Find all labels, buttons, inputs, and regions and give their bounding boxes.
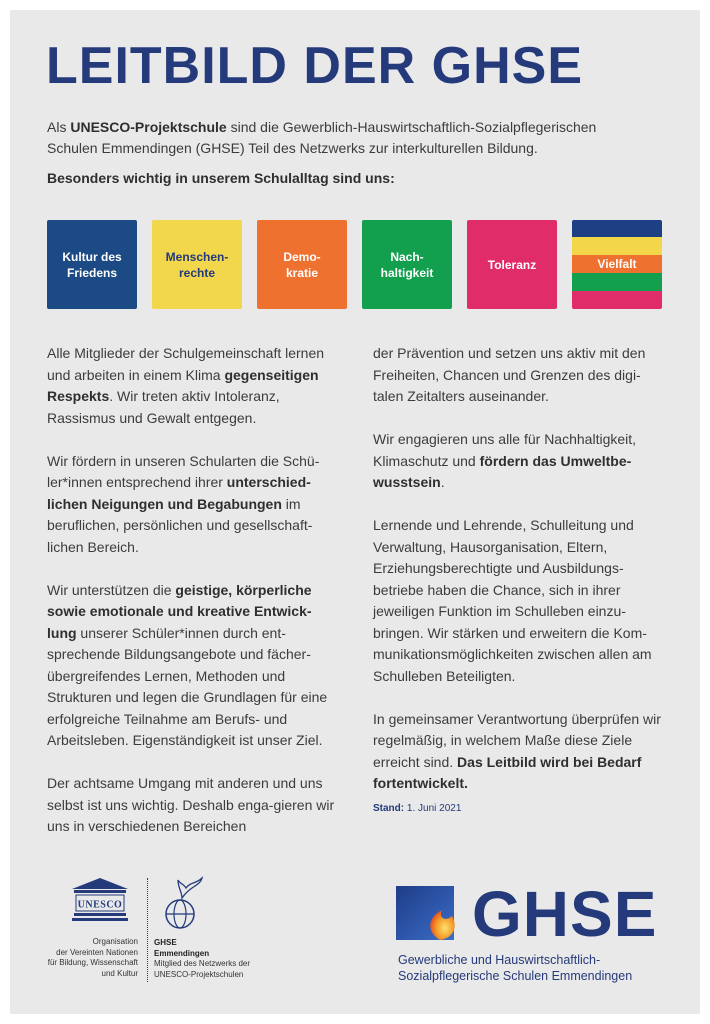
left-column — [47, 343, 337, 859]
right-column — [373, 343, 668, 820]
right-paragraph-2 — [373, 429, 668, 494]
date-stamp — [373, 798, 668, 820]
value-tile-vielfalt — [572, 220, 662, 309]
stand-date: 1. Juni 2021 — [404, 803, 462, 814]
value-tile-toleranz: Toleranz — [467, 220, 557, 309]
unesco-word: UNESCO — [77, 899, 123, 911]
value-tile-kultur-des-friedens: Kultur des Friedens — [47, 220, 137, 309]
bold-text: gegenseitigen Respekts — [47, 366, 319, 404]
text: Wir engagieren uns alle für Nachhaltigkeit, Klimaschutz und — [373, 431, 637, 469]
bold-text: unterschied-lichen Neigungen und Begabungen — [47, 474, 311, 512]
intro-text-after: sind die Gewerblich-Hauswirtschaftlich-Sozialpflegerischen Schulen Emmendingen (GHSE) Teil des Netzwerks zur interkulturellen Bildung. — [47, 119, 597, 156]
right-paragraph-4 — [373, 709, 668, 795]
value-tile-nachhaltigkeit: Nach- haltigkeit — [362, 220, 452, 309]
ghse-small-text: Mitglied des Netzwerks der UNESCO-Projektschulen — [154, 959, 251, 979]
ghse-logo-word: GHSE — [472, 878, 658, 950]
left-paragraph-3 — [47, 580, 337, 752]
right-paragraph-3: Lernende und Lehrende, Schulleitung und Verwaltung, Hausorganisation, Eltern, Erziehungsberechtigte und Ausbildungs-betriebe haben die Chance, sich in ihrer jeweiligen Funktion im Schulleben einzu-bringen. Wir stärken und erweitern die Kom-munikationsmöglichkeiten zwischen allen am Schulleben Beteiligten. — [373, 517, 652, 684]
text: . Wir treten aktiv Intoleranz, Rassismus und Gewalt entgegen. — [47, 388, 280, 426]
values-row — [47, 220, 662, 310]
value-tile-vielfalt-label: Vielfalt — [597, 257, 637, 271]
unesco-caption: Organisation der Vereinten Nationen für Bildung, Wissenschaft und Kultur — [47, 937, 138, 978]
text: unserer Schüler*innen durch ent-sprechende Bildungsangebote und fächer-übergreifendes Lernen, Methoden und Strukturen und legen die Grundlagen für eine erfolgreiche Teilnahme am Berufs- und Arbeitsleben. Eigenständigkeit ist unser Ziel. — [47, 624, 328, 748]
text: In gemeinsamer Verantwortung überprüfen wir regelmäßig, in welchem Maße diese Ziele erreicht sind. — [373, 710, 661, 770]
value-tile-menschenrechte: Menschen- rechte — [152, 220, 242, 309]
stripe-pink — [572, 291, 662, 309]
intro-paragraph — [47, 117, 647, 159]
left-paragraph-2 — [47, 451, 337, 559]
intro-text-before: Als — [47, 119, 71, 135]
ghse-logo-block — [396, 878, 686, 992]
text: Wir unterstützen die — [47, 581, 176, 598]
ghse-flame-icon — [396, 886, 466, 946]
bold-text: geistige, körperliche sowie emotionale und kreative Entwick-lung — [47, 581, 312, 641]
bold-text: Das Leitbild wird bei Bedarf fortentwickelt. — [373, 753, 642, 791]
text: Alle Mitglieder der Schulgemeinschaft lernen und arbeiten in einem Klima — [47, 345, 325, 383]
poster-page — [10, 10, 700, 1014]
stripe-green — [572, 273, 662, 291]
stripe-blue — [572, 220, 662, 237]
right-paragraph-1: der Prävention und setzen uns aktiv mit den Freiheiten, Chancen und Grenzen des digi-talen Zeitalters auseinander. — [373, 345, 646, 404]
text: im beruflichen, persönlichen und gesellschaft-lichen Bereich. — [47, 495, 313, 555]
ghse-full-name: Gewerbliche und Hauswirtschaftlich- Sozialpflegerische Schulen Emmendingen — [398, 953, 633, 983]
value-tile-demokratie: Demo- kratie — [257, 220, 347, 309]
stripe-yellow — [572, 237, 662, 255]
intro-strong: UNESCO-Projektschule — [70, 119, 227, 135]
text: . — [440, 474, 445, 490]
unesco-temple-icon — [70, 878, 130, 928]
unesco-footer — [40, 872, 280, 982]
emphasis-heading: Besonders wichtig in unserem Schulalltag sind uns: — [47, 170, 395, 186]
bold-text: fördern das Umweltbe-wusstsein — [373, 452, 632, 490]
ghse-globe-bird-icon — [160, 876, 206, 934]
ghse-network-caption — [154, 938, 274, 980]
page-title: LEITBILD DER GHSE — [46, 37, 584, 95]
ghse-small-name: GHSE Emmendingen — [154, 938, 210, 958]
left-paragraph-4: Der achtsame Umgang mit anderen und uns selbst ist uns wichtig. Deshalb enga-gieren wir uns in verschiedenen Bereichen — [47, 775, 335, 834]
text: Wir fördern in unseren Schularten die Schü-ler*innen entsprechend ihrer — [47, 452, 320, 490]
stand-label: Stand: — [373, 803, 405, 814]
divider-dotted — [147, 878, 148, 982]
left-paragraph-1 — [47, 343, 337, 429]
